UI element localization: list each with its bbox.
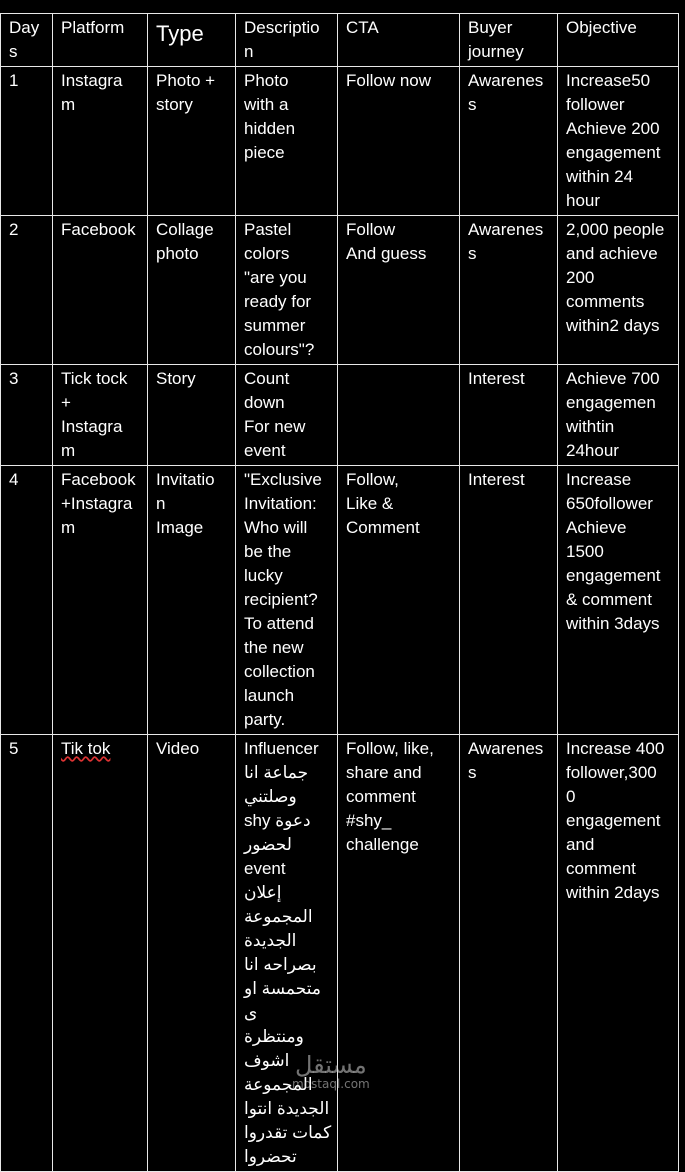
header-cta: CTA <box>338 14 460 67</box>
cell-day: 5 <box>1 735 53 1172</box>
cell-buyer-journey: Awarenes s <box>460 216 558 365</box>
description-arabic-line: الجديدة انتوا <box>244 1099 330 1118</box>
header-platform: Platform <box>53 14 148 67</box>
header-description: Descriptio n <box>236 14 338 67</box>
description-arabic-line: لحضور <box>244 835 292 854</box>
cell-day: 3 <box>1 365 53 466</box>
description-arabic-line: كمات تقدروا <box>244 1123 332 1142</box>
cell-description: Count down For new event <box>236 365 338 466</box>
cell-description <box>236 735 338 1172</box>
description-intro: Influencer <box>244 739 319 758</box>
table-row <box>1 67 679 216</box>
cell-cta: Follow now <box>338 67 460 216</box>
watermark-latin: mostaql.com <box>292 1077 370 1091</box>
cell-platform: Tik tok <box>53 735 148 1172</box>
header-row <box>1 14 679 67</box>
description-arabic-line: دعوة shy <box>244 811 311 830</box>
cell-cta: Follow, Like & Comment <box>338 466 460 735</box>
header-type: Type <box>148 14 236 67</box>
description-arabic-line: متحمسة اوى <box>244 979 321 1022</box>
cell-cta: Follow, like, share and comment #shy_ challenge <box>338 735 460 1172</box>
cell-objective: Achieve 700 engagemen withtin 24hour <box>558 365 679 466</box>
cell-type: Photo + story <box>148 67 236 216</box>
cell-objective: Increase 650follower Achieve 1500 engagement & comment within 3days <box>558 466 679 735</box>
description-arabic-line: المجموعة <box>244 1075 313 1094</box>
description-arabic-line: اشوف <box>244 1051 290 1070</box>
cell-buyer-journey: Awarenes s <box>460 67 558 216</box>
description-arabic-line: event <box>244 859 286 878</box>
header-objective: Objective <box>558 14 679 67</box>
table-row <box>1 365 679 466</box>
cell-platform: Tick tock + Instagra m <box>53 365 148 466</box>
header-buyer-journey: Buyer journey <box>460 14 558 67</box>
description-arabic-line: إعلان <box>244 883 282 902</box>
cell-type: Video <box>148 735 236 1172</box>
cell-day: 2 <box>1 216 53 365</box>
cell-objective: Increase 400 follower,300 0 engagement and comment within 2days <box>558 735 679 1172</box>
description-arabic-line: جماعة انا <box>244 763 309 782</box>
description-arabic-text <box>244 761 333 1169</box>
cell-platform: Facebook +Instagra m <box>53 466 148 735</box>
cell-cta <box>338 365 460 466</box>
cell-objective: 2,000 people and achieve 200 comments within2 days <box>558 216 679 365</box>
cell-type: Story <box>148 365 236 466</box>
cell-platform: Facebook <box>53 216 148 365</box>
cell-platform: Instagra m <box>53 67 148 216</box>
description-arabic-line: الجديدة <box>244 931 297 950</box>
description-arabic-line: وصلتني <box>244 787 297 806</box>
content-plan-table <box>0 13 679 1172</box>
cell-day: 4 <box>1 466 53 735</box>
cell-buyer-journey: Interest <box>460 365 558 466</box>
cell-buyer-journey: Awarenes s <box>460 735 558 1172</box>
cell-cta: Follow And guess <box>338 216 460 365</box>
header-day: Day s <box>1 14 53 67</box>
cell-day: 1 <box>1 67 53 216</box>
cell-description: Pastel colors "are you ready for summer colours"? <box>236 216 338 365</box>
cell-type: Invitatio n Image <box>148 466 236 735</box>
table-row <box>1 216 679 365</box>
watermark-arabic: مستقل <box>294 1051 367 1079</box>
cell-type: Collage photo <box>148 216 236 365</box>
description-arabic-line: تحضروا <box>244 1147 297 1166</box>
cell-buyer-journey: Interest <box>460 466 558 735</box>
table-row <box>1 735 679 1172</box>
description-arabic-line: بصراحه انا <box>244 955 317 974</box>
description-arabic-line: ومنتظرة <box>244 1027 304 1046</box>
table-row <box>1 466 679 735</box>
cell-description: Photo with a hidden piece <box>236 67 338 216</box>
description-arabic-line: المجموعة <box>244 907 313 926</box>
cell-objective: Increase50 follower Achieve 200 engagement within 24 hour <box>558 67 679 216</box>
cell-description: "Exclusive Invitation: Who will be the lucky recipient? To attend the new collection launch party. <box>236 466 338 735</box>
